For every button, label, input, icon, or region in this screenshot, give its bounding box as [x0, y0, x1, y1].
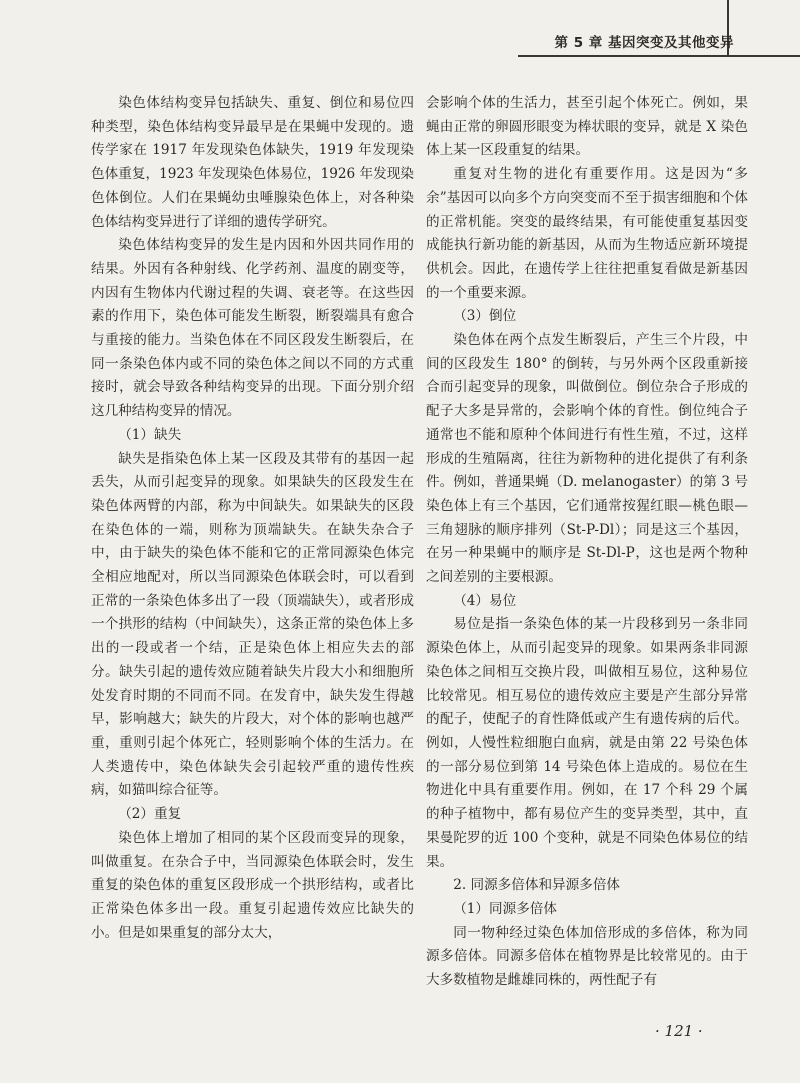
section-heading-translocation: （4）易位	[453, 592, 517, 609]
chapter-title: 第 5 章 基因突变及其他变异	[554, 35, 734, 51]
page-number: · 121 ·	[655, 1022, 703, 1040]
paragraph: 染色体结构变异包括缺失、重复、倒位和易位四种类型，染色体结构变异最早是在果蝇中发现的。遗传学家在 1917 年发现染色体缺失，1919 年发现染色体重复，1923 年发现染色体易位，1926 年发现染色体倒位。人们在果蝇幼虫唾腺染色体上，对各种染色体结构变异进行了详细的遗传学研究。	[91, 95, 414, 230]
paragraph: 重复对生物的进化有重要作用。这是因为“多余”基因可以向多个方向突变而不至于损害细胞和个体的正常机能。突变的最终结果，有可能使重复基因变成能执行新功能的新基因，从而为生物适应新环境提供机会。因此，在遗传学上往往把重复看做是新基因的一个重要来源。	[426, 166, 748, 301]
section-heading-polyploid: 2. 同源多倍体和异源多倍体	[453, 877, 621, 894]
paragraph: 同一物种经过染色体加倍形成的多倍体，称为同源多倍体。同源多倍体在植物界是比较常见的。由于大多数植物是雌雄同株的，两性配子有	[426, 924, 748, 989]
section-heading-autopolyploid: （1）同源多倍体	[453, 900, 557, 917]
left-column	[91, 92, 414, 945]
right-column	[426, 92, 748, 993]
paragraph: 会影响个体的生活力，甚至引起个体死亡。例如，果蝇由正常的卵圆形眼变为棒状眼的变异，就是 X 染色体上某一区段重复的结果。	[426, 95, 748, 159]
header-rule	[518, 55, 800, 57]
paragraph: 缺失是指染色体上某一区段及其带有的基因一起丢失，从而引起变异的现象。如果缺失的区段发生在染色体两臂的内部，称为中间缺失。如果缺失的区段在染色体的一端，则称为顶端缺失。在缺失杂合子中，由于缺失的染色体不能和它的正常同源染色体完全相应地配对，所以当同源染色体联会时，可以看到正常的一条染色体多出了一段（顶端缺失），或者形成一个拱形的结构（中间缺失），这条正常的染色体上多出的一段或者一个结，正是染色体上相应失去的部分。缺失引起的遗传效应随着缺失片段大小和细胞所处发育时期的不同而不同。在发育中，缺失发生得越早，影响越大；缺失的片段大，对个体的影响也越严重，重则引起个体死亡，轻则影响个体的生活力。在人类遗传中，染色体缺失会引起较严重的遗传性疾病，如猫叫综合征等。	[91, 450, 414, 799]
running-header	[0, 0, 800, 70]
paragraph: 染色体在两个点发生断裂后，产生三个片段，中间的区段发生 180° 的倒转，与另外两个区段重新接合而引起变异的现象，叫做倒位。倒位杂合子形成的配子大多是异常的，会影响个体的育性。倒位纯合子通常也不能和原种个体间进行有性生殖，不过，这样形成的生殖隔离，往往为新物种的进化提供了有利条件。例如，普通果蝇（D. melanogaster）的第 3 号染色体上有三个基因，它们通常按猩红眼—桃色眼—三角翅脉的顺序排列（St-P-Dl）；同是这三个基因，在另一种果蝇中的顺序是 St-Dl-P，这也是两个物种之间差别的主要根源。	[426, 332, 748, 586]
section-heading-inversion: （3）倒位	[453, 308, 517, 325]
paragraph: 易位是指一条染色体的某一片段移到另一条非同源染色体上，从而引起变异的现象。如果两条非同源染色体之间相互交换片段，叫做相互易位，这种易位比较常见。相互易位的遗传效应主要是产生部分异常的配子，使配子的育性降低或产生有遗传病的后代。例如，人慢性粒细胞白血病，就是由第 22 号染色体的一部分易位到第 14 号染色体上造成的。易位在生物进化中具有重要作用。例如，在 17 个科 29 个属的种子植物中，都有易位产生的变异类型，其中，直果曼陀罗的近 100 个变种，就是不同染色体易位的结果。	[426, 616, 748, 870]
section-heading-duplication: （2）重复	[118, 806, 182, 823]
section-heading-deletion: （1）缺失	[118, 426, 182, 443]
paragraph: 染色体结构变异的发生是内因和外因共同作用的结果。外因有各种射线、化学药剂、温度的剧变等，内因有生物体内代谢过程的失调、衰老等。在这些因素的作用下，染色体可能发生断裂，断裂端具有愈合与重接的能力。当染色体在不同区段发生断裂后，在同一条染色体内或不同的染色体之间以不同的方式重接时，就会导致各种结构变异的出现。下面分别介绍这几种结构变异的情况。	[91, 237, 414, 420]
paragraph: 染色体上增加了相同的某个区段而变异的现象，叫做重复。在杂合子中，当同源染色体联会时，发生重复的染色体的重复区段形成一个拱形结构，或者比正常染色体多出一段。重复引起遗传效应比缺失的小。但是如果重复的部分太大，	[91, 829, 414, 941]
